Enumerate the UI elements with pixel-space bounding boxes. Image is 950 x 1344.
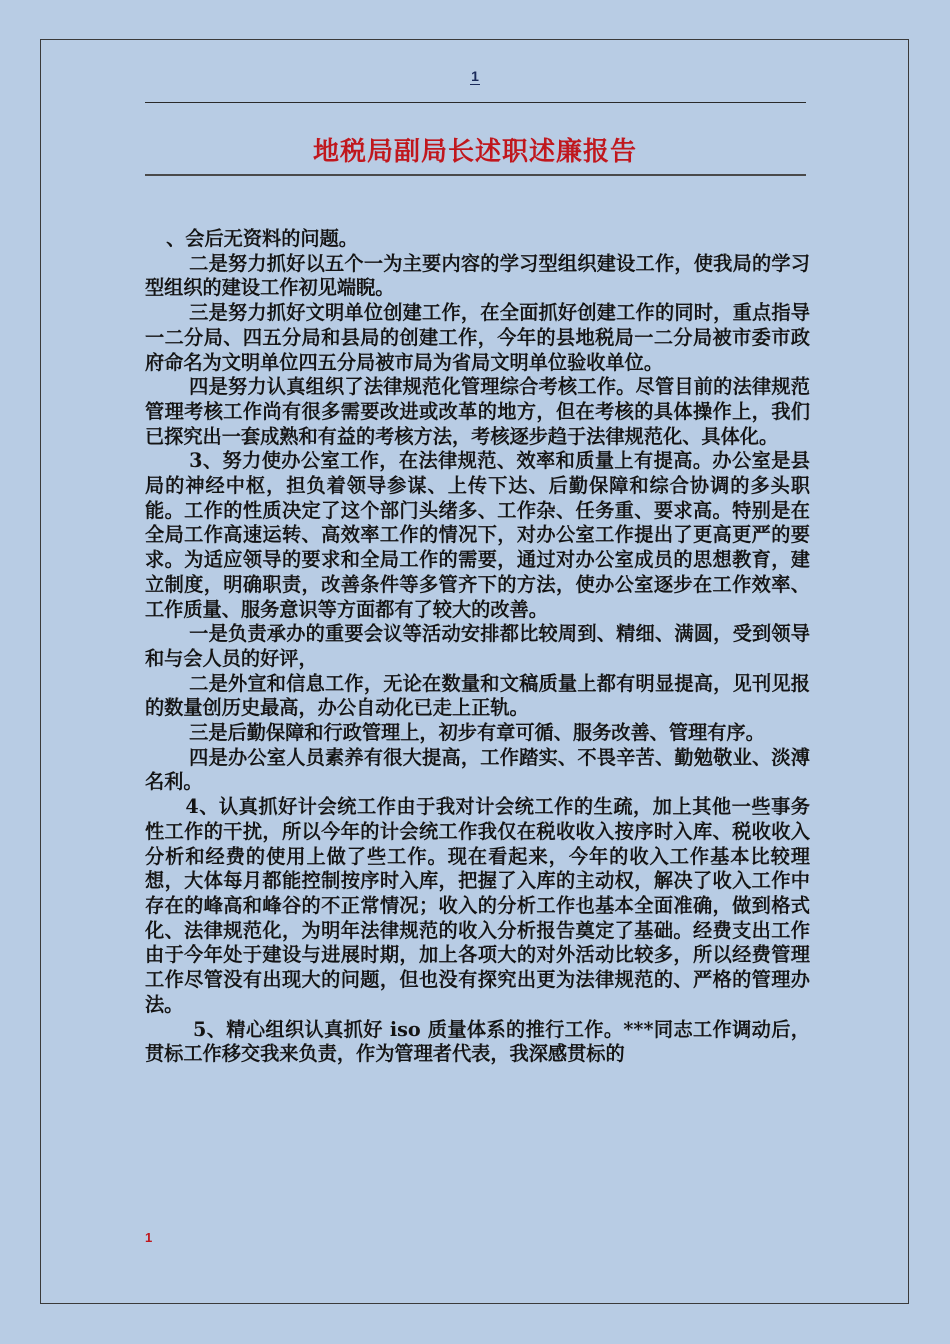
body-paragraph: 4、认真抓好计会统工作由于我对计会统工作的生疏，加上其他一些事务性工作的干扰，所以今年的计会统工作我仅在税收收入按序时入库、税收收入分析和经费的使用上做了些工作。现在看起来，今年的收入工作基本比较理想，大体每月都能控制按序时入库，把握了入库的主动权，解决了收入工作中存在的峰高和峰谷的不正常情况；收入的分析工作也基本全面准确，做到格式化、法律规范化，为明年法律规范的收入分析报告奠定了基础。经费支出工作由于今年处于建设与进展时期，加上各项大的对外活动比较多，所以经费管理工作尽管没有出现大的问题，但也没有探究出更为法律规范的、严格的管理办法。: [145, 795, 810, 1016]
document-body: [145, 227, 810, 1067]
body-paragraph: 5、精心组织认真抓好 iso 质量体系的推行工作。***同志工作调动后，贯标工作移交我来负责，作为管理者代表，我深感贯标的: [145, 1017, 810, 1066]
header-page-number-text: 1: [471, 68, 479, 84]
body-paragraph: 三是后勤保障和行政管理上，初步有章可循、服务改善、管理有序。: [189, 721, 765, 745]
body-paragraph: 、会后无资料的问题。: [166, 227, 358, 250]
header-page-number: [0, 68, 950, 84]
title-divider: [145, 174, 806, 176]
body-paragraph: 3、努力使办公室工作，在法律规范、效率和质量上有提高。办公室是县局的神经中枢，担负着领导参谋、上传下达、后勤保障和综合协调的多头职能。工作的性质决定了这个部门头绪多、工作杂、任务重、要求高。特别是在全局工作高速运转、高效率工作的情况下，对办公室工作提出了更高更严的要求。为适应领导的要求和全局工作的需要，通过对办公室成员的思想教育，建立制度，明确职责，改善条件等多管齐下的方法，使办公室逐步在工作效率、工作质量、服务意识等方面都有了较大的改善。: [145, 449, 810, 621]
body-paragraph: 二是外宣和信息工作，无论在数量和文稿质量上都有明显提高，见刊见报的数量创历史最高，办公自动化已走上正轨。: [145, 671, 810, 720]
body-paragraph: 四是办公室人员素养有很大提高，工作踏实、不畏辛苦、勤勉敬业、淡溥名利。: [145, 745, 810, 794]
body-paragraph: 一是负责承办的重要会议等活动安排都比较周到、精细、满圆，受到领导和与会人员的好评，: [145, 622, 810, 670]
body-paragraph: 二是努力抓好以五个一为主要内容的学习型组织建设工作，使我局的学习型组织的建设工作初见端睨。: [145, 251, 810, 300]
header-divider: [145, 102, 806, 103]
body-paragraph: 三是努力抓好文明单位创建工作，在全面抓好创建工作的同时，重点指导一二分局、四五分局和县局的创建工作，今年的县地税局一二分局被市委市政府命名为文明单位四五分局被市局为省局文明单位验收单位。: [145, 301, 810, 374]
document-title: 地税局副局长述职述廉报告: [312, 137, 637, 167]
footer-page-number: 1: [145, 1230, 153, 1245]
body-paragraph: 四是努力认真组织了法律规范化管理综合考核工作。尽管目前的法律规范管理考核工作尚有很多需要改进或改革的地方，但在考核的具体操作上，我们已探究出一套成熟和有益的考核方法，考核逐步趋于法律规范化、具体化。: [145, 375, 810, 448]
